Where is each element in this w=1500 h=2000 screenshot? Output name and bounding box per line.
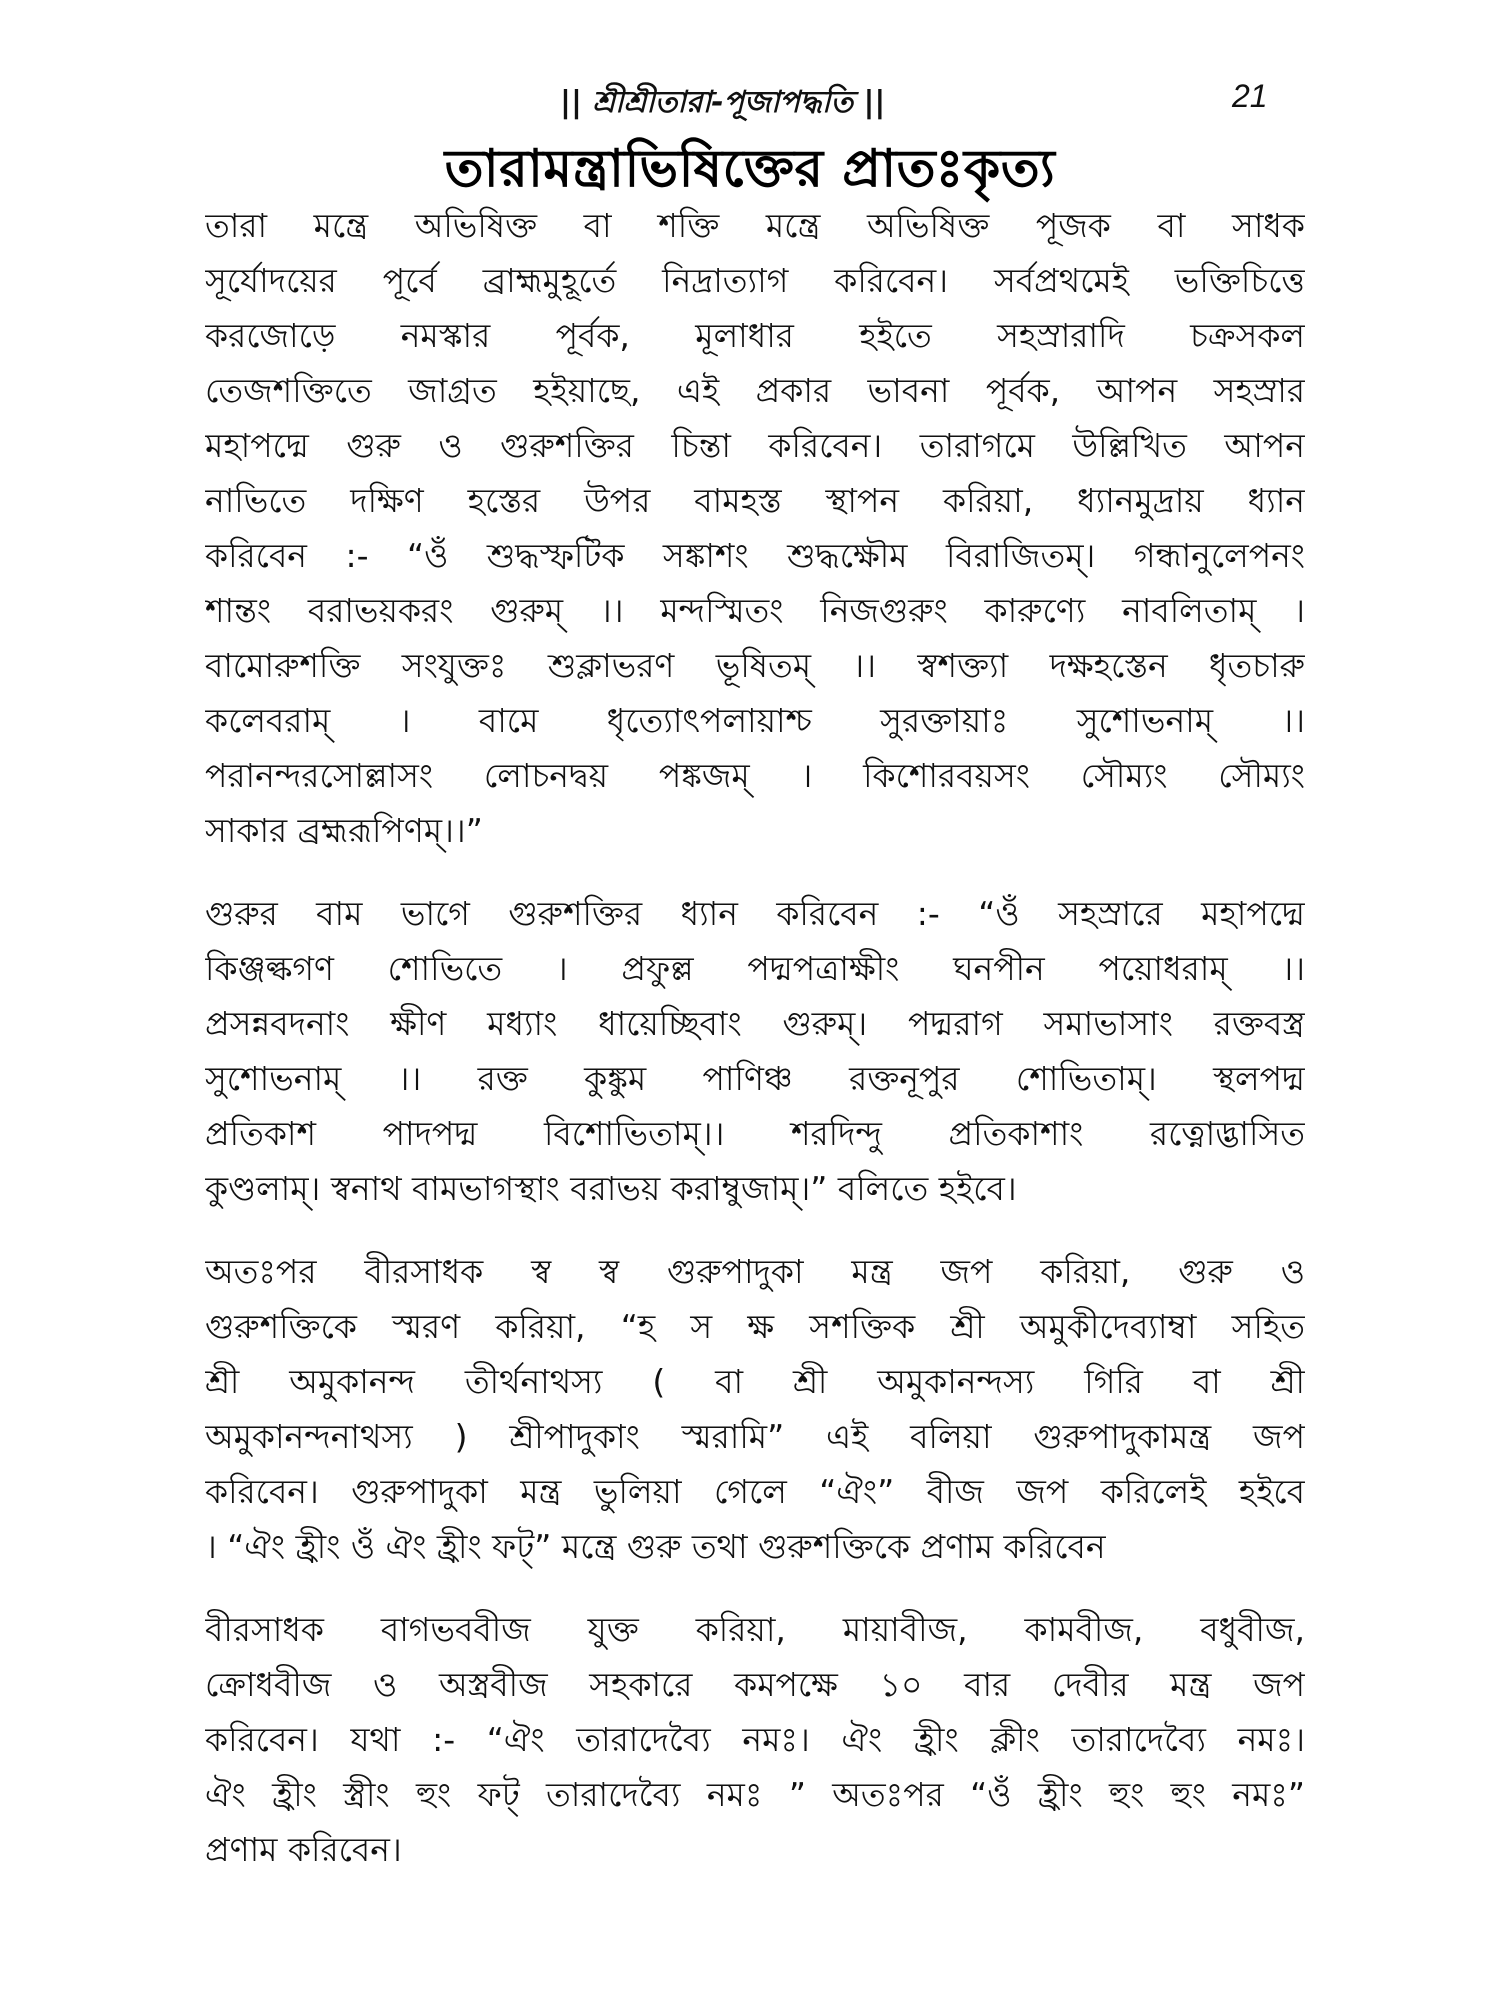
body-text: [205, 198, 1305, 1877]
text-line: শ্রী অমুকানন্দ তীর্থনাথস্য ( বা শ্রী অমুকানন্দস্য গিরি বা শ্রী: [205, 1362, 1305, 1401]
text-line: কিঞ্জল্কগণ শোভিতে । প্রফুল্ল পদ্মপত্রাক্ষীং ঘনপীন পয়োধরাম্ ।।: [205, 949, 1305, 988]
text-line: শান্তং বরাভয়করং গুরুম্ ।। মন্দস্মিতং নিজগুরুং কারুণ্যে নাবলিতাম্ ।: [205, 591, 1305, 630]
text-line: নাভিতে দক্ষিণ হস্তের উপর বামহস্ত স্থাপন করিয়া, ধ্যানমুদ্রায় ধ্যান: [205, 481, 1305, 520]
chapter-title: তারামন্ত্রাভিষিক্তের প্রাতঃকৃত্য: [444, 139, 1056, 199]
text-line: পরানন্দরসোল্লাসং লোচনদ্বয় পঙ্কজম্ । কিশোরবয়সং সৌম্যং সৌম্যং: [205, 756, 1305, 795]
paragraph-3: [205, 1244, 1305, 1574]
text-line: গুরুর বাম ভাগে গুরুশক্তির ধ্যান করিবেন :- “ওঁ সহস্রারে মহাপদ্মে: [205, 894, 1305, 933]
text-line: প্রণাম করিবেন।: [205, 1830, 402, 1869]
text-line: তারা মন্ত্রে অভিষিক্ত বা শক্তি মন্ত্রে অভিষিক্ত পূজক বা সাধক: [205, 206, 1305, 245]
text-line: সুশোভনাম্ ।। রক্ত কুঙ্কুম পাণিঞ্চ রক্তনূপুর শোভিতাম্। স্থলপদ্ম: [205, 1059, 1305, 1098]
paragraph-4: [205, 1602, 1305, 1877]
text-line: বীরসাধক বাগভববীজ যুক্ত করিয়া, মায়াবীজ, কামবীজ, বধুবীজ,: [205, 1610, 1305, 1649]
text-line: অমুকানন্দনাথস্য ) শ্রীপাদুকাং স্মরামি” এই বলিয়া গুরুপাদুকামন্ত্র জপ: [205, 1417, 1305, 1456]
text-line: তেজশক্তিতে জাগ্রত হইয়াছে, এই প্রকার ভাবনা পূর্বক, আপন সহস্রার: [205, 371, 1305, 410]
running-header: || শ্রীশ্রীতারা-পূজাপদ্ধতি ||: [560, 85, 886, 120]
paragraph-2: [205, 886, 1305, 1216]
text-line: করিবেন। যথা :- “ঐং তারাদেব্যৈ নমঃ। ঐং হ্রীং ক্লীং তারাদেব্যৈ নমঃ।: [205, 1720, 1305, 1759]
text-line: করিবেন। গুরুপাদুকা মন্ত্র ভুলিয়া গেলে “ঐং” বীজ জপ করিলেই হইবে: [205, 1472, 1305, 1511]
paragraph-1: [205, 198, 1305, 858]
text-line: করিবেন :- “ওঁ শুদ্ধস্ফটিক সঙ্কাশং শুদ্ধক্ষৌম বিরাজিতম্। গন্ধানুলেপনং: [205, 536, 1305, 575]
text-line: কুণ্ডলাম্। স্বনাথ বামভাগস্থাং বরাভয় করাম্বুজাম্।” বলিতে হইবে।: [205, 1169, 1017, 1208]
text-line: বামোরুশক্তি সংযুক্তঃ শুক্লাভরণ ভূষিতম্ ।। স্বশক্ত্যা দক্ষহস্তেন ধৃতচারু: [205, 646, 1305, 685]
text-line: করজোড়ে নমস্কার পূর্বক, মূলাধার হইতে সহস্রারাদি চক্রসকল: [205, 316, 1305, 355]
text-line: ঐং হ্রীং স্ত্রীং হুং ফট্ তারাদেব্যৈ নমঃ ” অতঃপর “ওঁ হ্রীং হুং হুং নমঃ”: [205, 1775, 1305, 1814]
text-line: প্রসন্নবদনাং ক্ষীণ মধ্যাং ধায়েচ্ছিবাং গুরুম্। পদ্মরাগ সমাভাসাং রক্তবস্ত্র: [205, 1004, 1305, 1043]
text-line: । “ঐং হ্রীং ওঁ ঐং হ্রীং ফট্” মন্ত্রে গুরু তথা গুরুশক্তিকে প্রণাম করিবেন: [205, 1527, 1106, 1566]
text-line: ক্রোধবীজ ও অস্ত্রবীজ সহকারে কমপক্ষে ১০ বার দেবীর মন্ত্র জপ: [205, 1665, 1305, 1704]
text-line: মহাপদ্মে গুরু ও গুরুশক্তির চিন্তা করিবেন। তারাগমে উল্লিখিত আপন: [205, 426, 1305, 465]
text-line: অতঃপর বীরসাধক স্ব স্ব গুরুপাদুকা মন্ত্র জপ করিয়া, গুরু ও: [205, 1252, 1305, 1291]
text-line: সূর্যোদয়ের পূর্বে ব্রাহ্মমুহূর্তে নিদ্রাত্যাগ করিবেন। সর্বপ্রথমেই ভক্তিচিত্তে: [205, 261, 1305, 300]
text-line: সাকার ব্রহ্মরূপিণম্।।”: [205, 811, 483, 850]
text-line: গুরুশক্তিকে স্মরণ করিয়া, “হ স ক্ষ সশক্তিক শ্রী অমুকীদেব্যাম্বা সহিত: [205, 1307, 1305, 1346]
text-line: কলেবরাম্ । বামে ধৃত্যোৎপলায়াশ্চ সুরক্তায়াঃ সুশোভনাম্ ।।: [205, 701, 1305, 740]
text-line: প্রতিকাশ পাদপদ্ম বিশোভিতাম্।। শরদিন্দু প্রতিকাশাং রত্নোদ্ভাসিত: [205, 1114, 1305, 1153]
page-number: 21: [1232, 78, 1268, 114]
